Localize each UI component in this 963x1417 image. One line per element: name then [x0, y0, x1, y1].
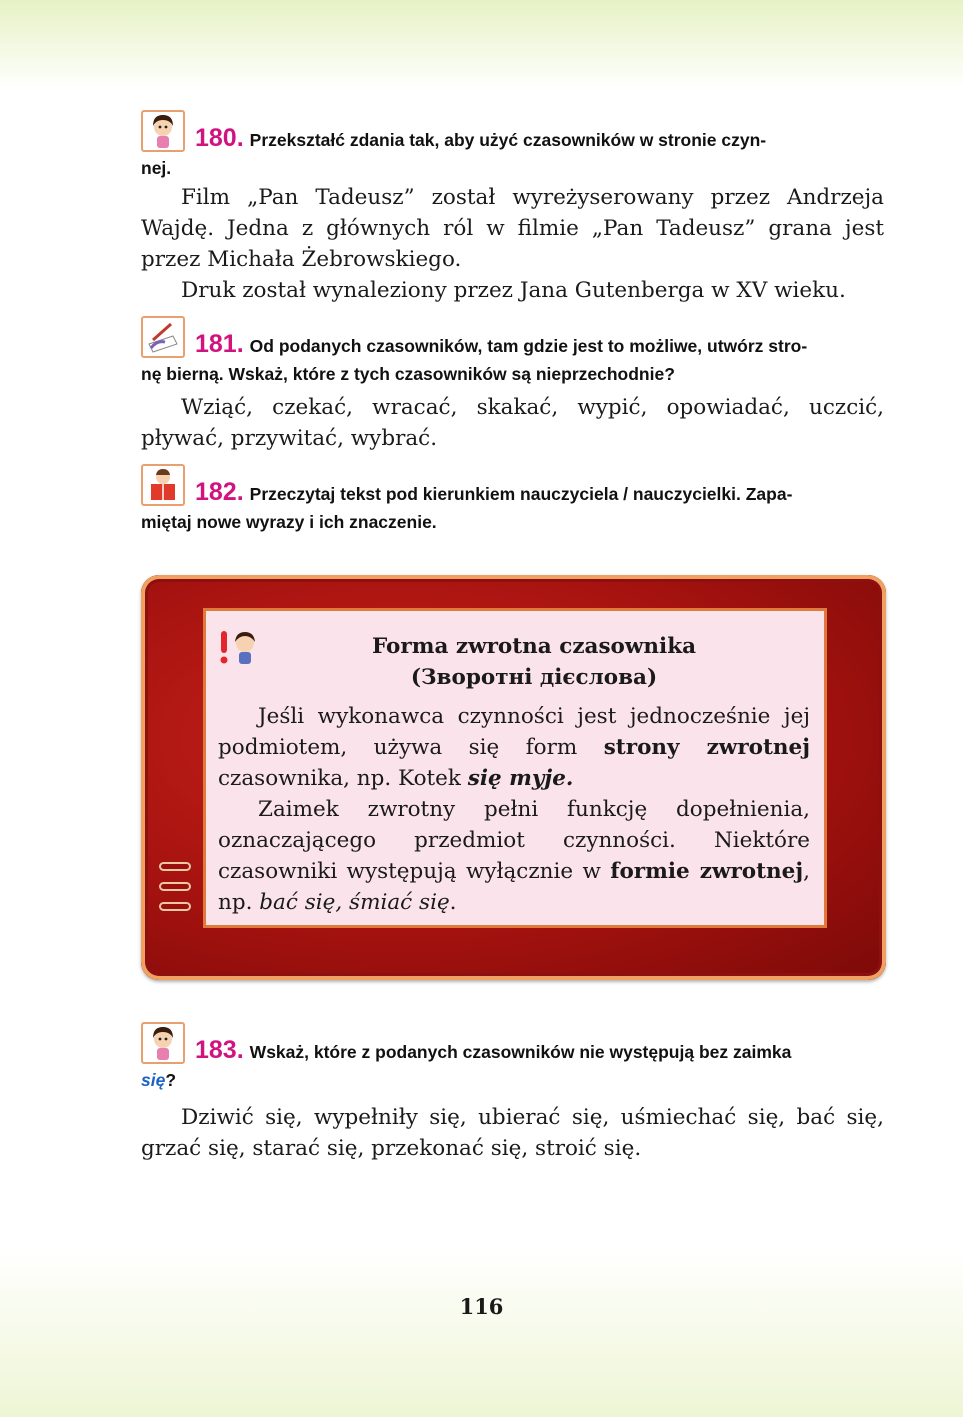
exercise-text: Film „Pan Tadeusz” został wyreżyserowany przez Andrzeja Wajdę. Jedna z głównych ról w filmie „Pan Tadeusz” grana jest przez Michała Żebrowskiego.: [141, 185, 884, 272]
girl-icon: [141, 1022, 185, 1064]
task-182: [141, 464, 884, 536]
rule-text-part: Zaimek zwrotny pełni funkcję dopełnienia, oznaczającego przedmiot czynności. Niektóre czasowniki występują wyłącznie w: [218, 797, 810, 884]
instruction-line: Przekształć zdania tak, aby użyć czasowników w stronie czyn-: [249, 130, 767, 150]
instruction-line: ?: [165, 1070, 177, 1090]
rule-title: Forma zwrotna czasownika: [371, 634, 697, 659]
rule-frame: [141, 575, 886, 980]
reading-boy-icon: [141, 464, 185, 506]
rule-bold-term: strony zwrotnej: [603, 735, 811, 760]
page-number: 116: [459, 1294, 504, 1319]
rule-subtitle: (Зворотні дієслова): [410, 665, 658, 690]
instruction-line: nej.: [141, 158, 172, 178]
instruction-line: Przeczytaj tekst pod kierunkiem nauczyciela / nauczycielki. Zapa-: [249, 484, 793, 504]
rule-text-part: .: [449, 890, 457, 915]
rule-text-part: , np.: [218, 859, 810, 915]
task-number: 183.: [195, 1036, 244, 1064]
task-number: 180.: [195, 124, 244, 152]
instruction-line: Wskaż, które z podanych czasowników nie występują bez zaimka: [249, 1042, 792, 1062]
task-number: 181.: [195, 330, 244, 358]
rule-text-part: czasownika, np. Kotek: [218, 766, 468, 791]
writing-hand-icon: [141, 316, 185, 358]
decor-button-icon: [159, 882, 191, 891]
decor-button-icon: [159, 862, 191, 871]
task-instruction: [141, 464, 884, 536]
task-number: 182.: [195, 478, 244, 506]
exclamation-girl-icon: [218, 627, 262, 667]
rule-panel: [203, 608, 827, 928]
task-181: [141, 316, 884, 454]
task-instruction: [141, 110, 884, 182]
decorative-buttons: [159, 862, 191, 922]
exercise-text: Wziąć, czekać, wracać, skakać, wypić, opowiadać, uczcić, pływać, przywitać, wybrać.: [141, 395, 884, 451]
rule-paragraph: [218, 794, 810, 918]
task-instruction: [141, 316, 884, 388]
task-183: [141, 1022, 884, 1164]
rule-bold-term: formie zwrotnej: [610, 859, 804, 884]
page-content-lower: [141, 1022, 884, 1174]
page-content: [141, 110, 884, 546]
exercise-text: Dziwić się, wypełniły się, ubierać się, uśmiechać się, bać się, grzać się, starać się, przekonać się, stroić się.: [141, 1105, 884, 1161]
task-180: [141, 110, 884, 306]
rule-paragraph: [218, 701, 810, 794]
girl-icon: [141, 110, 185, 152]
instruction-line: Od podanych czasowników, tam gdzie jest to możliwe, utwórz stro-: [249, 336, 808, 356]
sie-word: się: [141, 1070, 166, 1090]
decor-button-icon: [159, 902, 191, 911]
instruction-line: miętaj nowe wyrazy i ich znaczenie.: [141, 512, 437, 532]
exercise-text: Druk został wynaleziony przez Jana Gutenberga w XV wieku.: [181, 278, 846, 303]
rule-example: się myje.: [467, 766, 574, 791]
rule-text-part: Jeśli wykonawca czynności jest jednocześnie jej podmiotem, używa się form: [218, 704, 810, 760]
task-instruction: [141, 1022, 884, 1094]
instruction-line: nę bierną. Wskaż, które z tych czasowników są nieprzechodnie?: [141, 364, 675, 384]
rule-example: bać się, śmiać się: [259, 890, 450, 915]
